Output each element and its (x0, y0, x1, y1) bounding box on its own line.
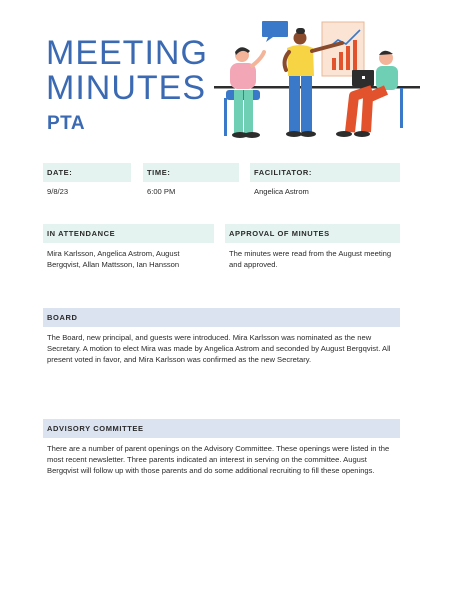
advisory-text: There are a number of parent openings on the Advisory Committee. These openings were listed in the most recent newsletter. Three parents indicated an interest in serving on the committee. August Bergqvist will follow up with those parents and do some additional recruiting to fill these openings. (47, 444, 390, 475)
meeting-people-illustration (210, 18, 422, 140)
title-line-1: MEETING (46, 34, 208, 72)
facilitator-value: Angelica Astrom (254, 187, 309, 196)
approval-label: APPROVAL OF MINUTES (225, 224, 400, 243)
time-value: 6:00 PM (147, 187, 176, 196)
title-line-2: MINUTES (46, 69, 206, 107)
facilitator-label: FACILITATOR: (250, 163, 400, 182)
board-text: The Board, new principal, and guests were introduced. Mira Karlsson was nominated as the new Secretary. A motion to elect Mira was made by Angelica Astrom and seconded by August Bergqvist. All present voted in favor, and Mira Karlsson was confirmed as the new Secretary. (47, 333, 391, 364)
time-label: TIME: (143, 163, 239, 182)
date-label: DATE: (43, 163, 131, 182)
page-title (46, 36, 208, 106)
page-subtitle: PTA (47, 113, 86, 134)
date-value: 9/8/23 (47, 187, 69, 196)
attendance-label: IN ATTENDANCE (43, 224, 214, 243)
approval-value: The minutes were read from the August meeting and approved. (229, 249, 392, 269)
speech-bubble-icon (262, 21, 288, 37)
board-label: BOARD (43, 308, 400, 327)
advisory-label: ADVISORY COMMITTEE (43, 419, 400, 438)
attendance-value: Mira Karlsson, Angelica Astrom, August Bergqvist, Allan Mattsson, Ian Hansson (47, 249, 180, 269)
